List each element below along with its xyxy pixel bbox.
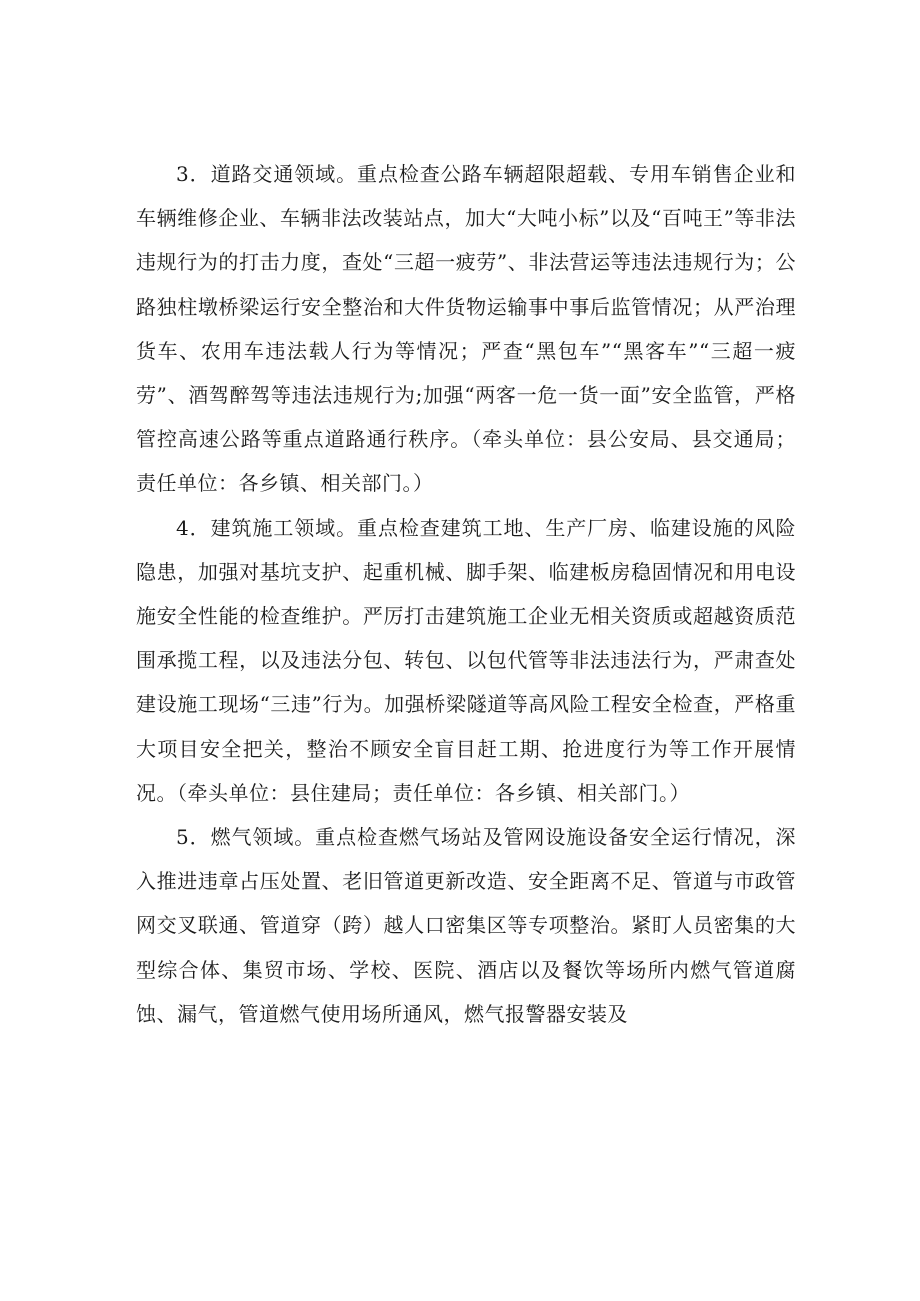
- document-body: [136, 152, 796, 1036]
- paragraph-construction: 4．建筑施工领域。重点检查建筑工地、生产厂房、临建设施的风险隐患，加强对基坑支护、起重机械、脚手架、临建板房稳固情况和用电设施安全性能的检查维护。严厉打击建筑施工企业无相关资质或超越资质范围承揽工程，以及违法分包、转包、以包代管等非法违法行为，严肃查处建设施工现场“三违”行为。加强桥梁隧道等高风险工程安全检查，严格重大项目安全把关，整治不顾安全盲目赶工期、抢进度行为等工作开展情况。（牵头单位：县住建局；责任单位：各乡镇、相关部门。）: [136, 515, 796, 805]
- paragraph-gas: 5．燃气领域。重点检查燃气场站及管网设施设备安全运行情况，深入推进违章占压处置、老旧管道更新改造、安全距离不足、管道与市政管网交叉联通、管道穿（跨）越人口密集区等专项整治。紧盯人员密集的大型综合体、集贸市场、学校、医院、酒店以及餐饮等场所内燃气管道腐蚀、漏气，管道燃气使用场所通风，燃气报警器安装及: [136, 825, 796, 1026]
- paragraph-road-traffic: 3．道路交通领域。重点检查公路车辆超限超载、专用车销售企业和车辆维修企业、车辆非法改装站点，加大“大吨小标”以及“百吨王”等非法违规行为的打击力度，查处“三超一疲劳”、非法营运等违法违规行为；公路独柱墩桥梁运行安全整治和大件货物运输事中事后监管情况；从严治理货车、农用车违法载人行为等情况；严查“黑包车”“黑客车”“三超一疲劳”、酒驾醉驾等违法违规行为;加强“两客一危一货一面”安全监管，严格管控高速公路等重点道路通行秩序。（牵头单位：县公安局、县交通局；责任单位：各乡镇、相关部门。）: [136, 162, 796, 496]
